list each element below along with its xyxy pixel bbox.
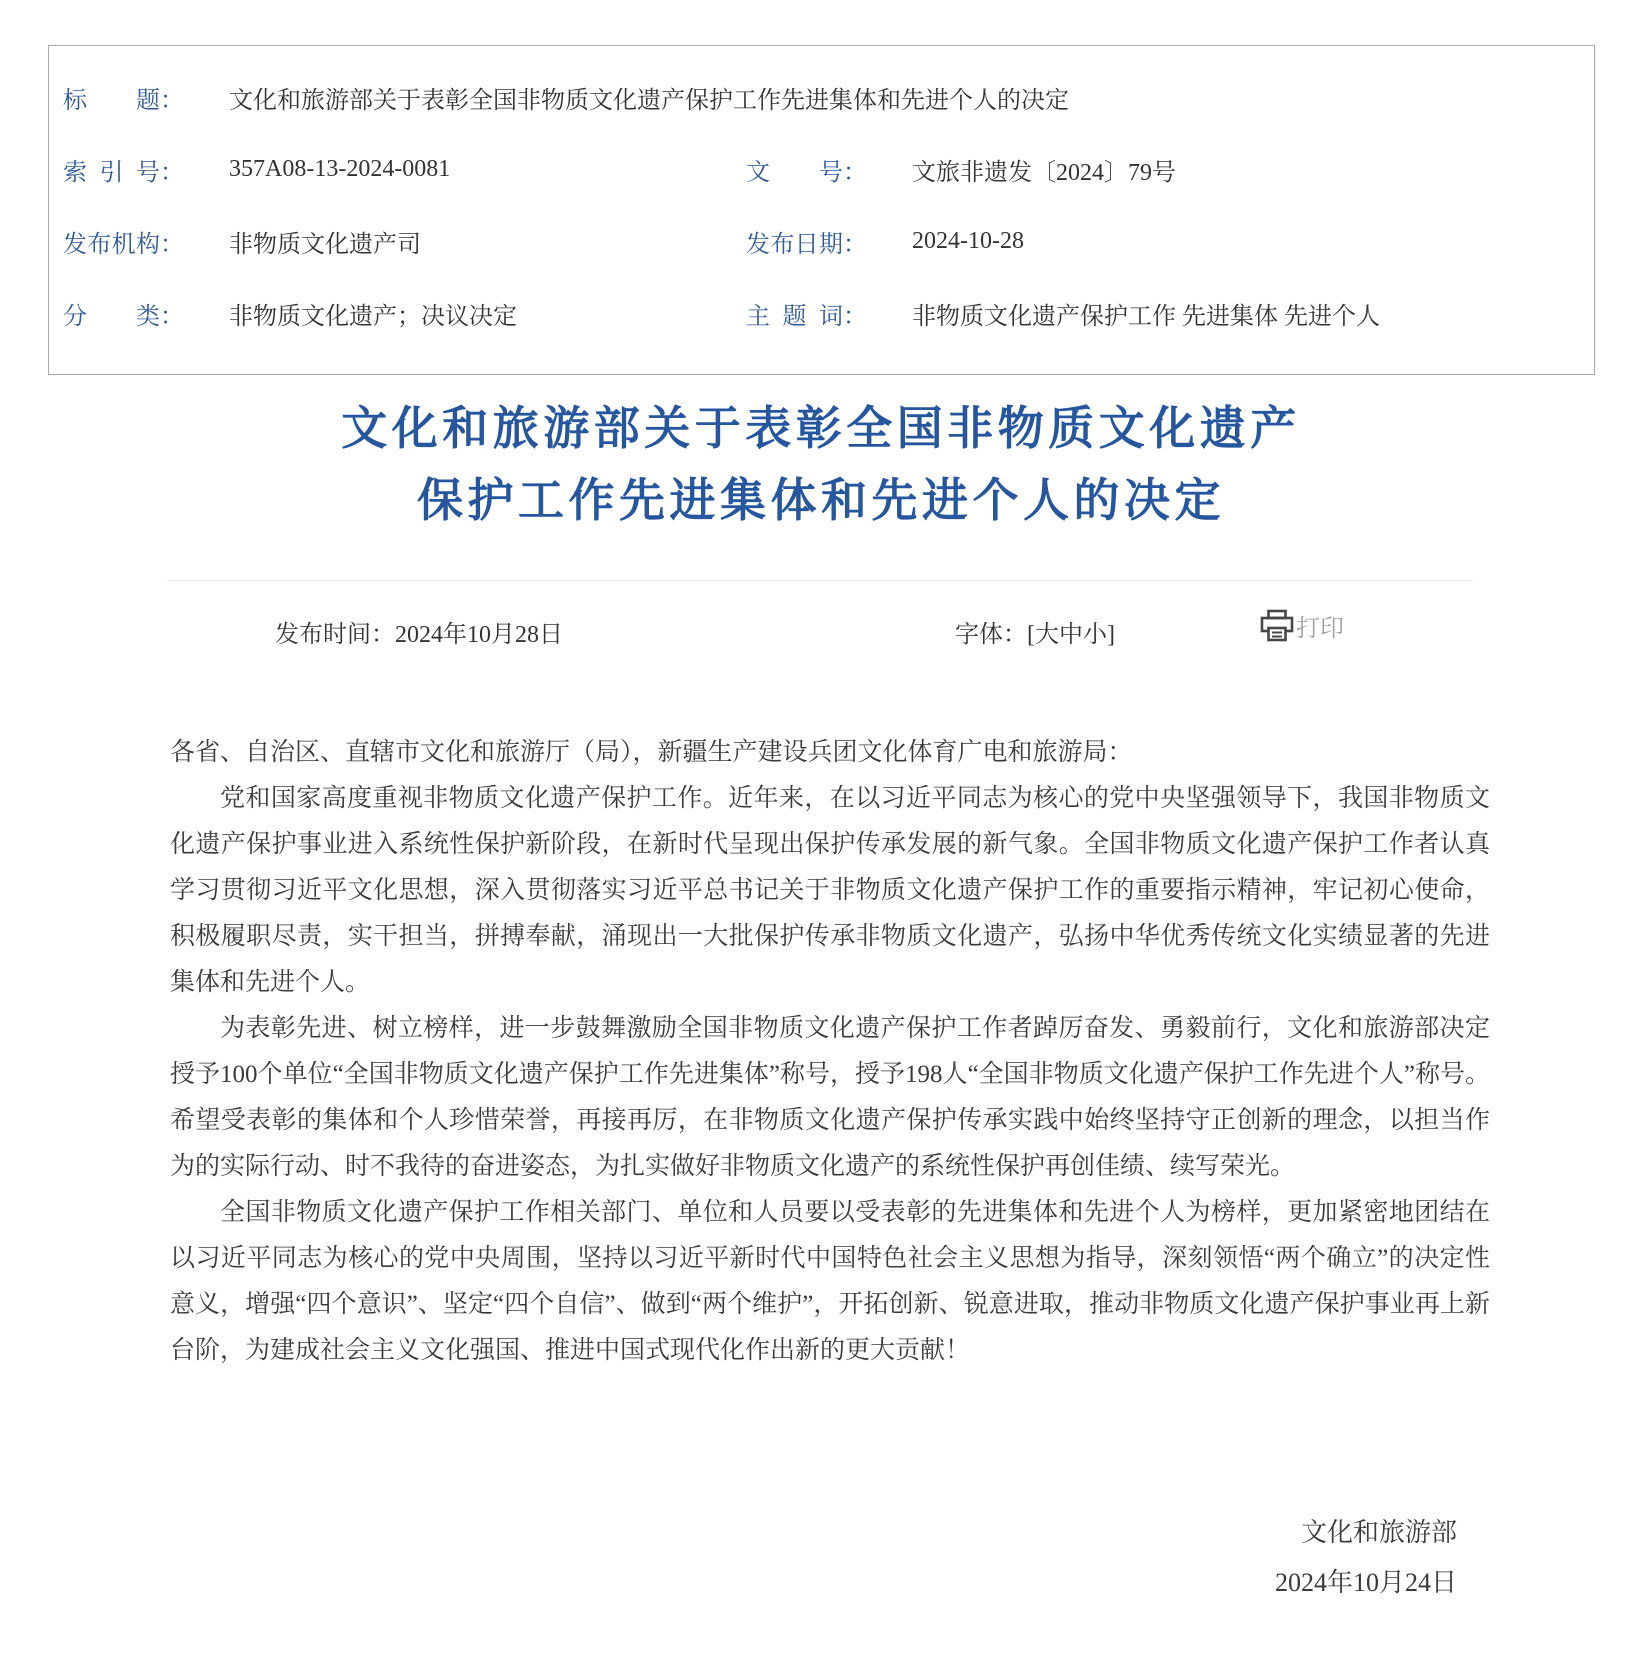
title-colon: ： xyxy=(160,87,184,114)
body-paragraph-3: 全国非物质文化遗产保护工作相关部门、单位和人员要以受表彰的先进集体和先进个人为榜样，更加紧密地团结在以习近平同志为核心的党中央周围，坚持以习近平新时代中国特色社会主义思想为指导，深刻领悟“两个确立”的决定性意义，增强“四个意识”、坚定“四个自信”、做到“两个维护”，开拓创新、锐意进取，推动非物质文化遗产保护事业再上新台阶，为建成社会主义文化强国、推进中国式现代化作出新的更大贡献！ xyxy=(170,1199,1490,1364)
info-row-2: 索引号 ： 357A08-13-2024-0081 文号 ： 文旅非遗发〔2024〕79号 xyxy=(49,133,1594,205)
sign-date: 2024年10月24日 xyxy=(1274,1568,1457,1597)
print-button[interactable] xyxy=(1260,608,1344,643)
salutation: 各省、自治区、直辖市文化和旅游厅（局），新疆生产建设兵团文化体育广电和旅游局： xyxy=(170,739,1133,766)
article-body xyxy=(170,730,1490,1374)
title-value: 文化和旅游部关于表彰全国非物质文化遗产保护工作先进集体和先进个人的决定 xyxy=(229,87,1069,114)
article-title-line2: 保护工作先进集体和先进个人的决定 xyxy=(417,475,1225,526)
keywords-value: 非物质文化遗产保护工作 先进集体 先进个人 xyxy=(912,303,1380,330)
category-label: 分类 xyxy=(63,303,160,330)
body-paragraph-2: 为表彰先进、树立榜样，进一步鼓舞激励全国非物质文化遗产保护工作者踔厉奋发、勇毅前行，文化和旅游部决定授予100个单位“全国非物质文化遗产保护工作先进集体”称号，授予198人“全国非物质文化遗产保护工作先进个人”称号。希望受表彰的集体和个人珍惜荣誉，再接再厉，在非物质文化遗产保护传承实践中始终坚持守正创新的理念，以担当作为的实际行动、时不我待的奋进姿态，为扎实做好非物质文化遗产的系统性保护再创佳绩、续写荣光。 xyxy=(170,1015,1490,1180)
index-no-value: 357A08-13-2024-0081 xyxy=(229,155,451,182)
font-size-control xyxy=(955,614,1115,649)
signature-block xyxy=(0,1508,1642,1608)
document-info-box xyxy=(48,45,1595,375)
info-row-3: 发布机构 ： 非物质文化遗产司 发布日期 ： 2024-10-28 xyxy=(49,205,1594,277)
doc-no-value: 文旅非遗发〔2024〕79号 xyxy=(912,159,1176,186)
doc-no-label: 文号 xyxy=(746,159,843,186)
body-paragraph-1: 党和国家高度重视非物质文化遗产保护工作。近年来，在以习近平同志为核心的党中央坚强领导下，我国非物质文化遗产保护事业进入系统性保护新阶段，在新时代呈现出保护传承发展的新气象。全国非物质文化遗产保护工作者认真学习贯彻习近平文化思想，深入贯彻落实习近平总书记关于非物质文化遗产保护工作的重要指示精神，牢记初心使命，积极履职尽责，实干担当，拼搏奉献，涌现出一大批保护传承非物质文化遗产，弘扬中华优秀传统文化实绩显著的先进集体和先进个人。 xyxy=(170,785,1490,996)
keywords-label: 主题词 xyxy=(746,303,843,330)
printer-icon xyxy=(1260,609,1294,642)
title-label: 标题 xyxy=(63,87,160,114)
info-row-4: 分类 ： 非物质文化遗产；决议决定 主题词 ： 非物质文化遗产保护工作 先进集体 先进个人 xyxy=(49,277,1594,349)
info-row-title xyxy=(49,61,1594,133)
font-size-label: 字体： xyxy=(955,622,1027,648)
print-label[interactable]: 打印 xyxy=(1296,616,1344,642)
category-value: 非物质文化遗产；决议决定 xyxy=(229,303,517,330)
font-size-options[interactable]: [大中小] xyxy=(1027,622,1115,648)
publish-time: 发布时间：2024年10月28日 xyxy=(275,622,563,648)
article-title xyxy=(0,375,1642,537)
index-no-label: 索引号 xyxy=(63,159,160,186)
issuer-label: 发布机构 xyxy=(63,231,160,258)
signer: 文化和旅游部 xyxy=(1300,1518,1457,1547)
title-divider xyxy=(167,580,1473,581)
pub-date-value: 2024-10-28 xyxy=(912,227,1024,254)
article-title-line1: 文化和旅游部关于表彰全国非物质文化遗产 xyxy=(341,403,1301,454)
issuer-value: 非物质文化遗产司 xyxy=(229,231,421,258)
publish-toolbar xyxy=(0,608,1642,650)
pub-date-label: 发布日期 xyxy=(746,231,843,258)
